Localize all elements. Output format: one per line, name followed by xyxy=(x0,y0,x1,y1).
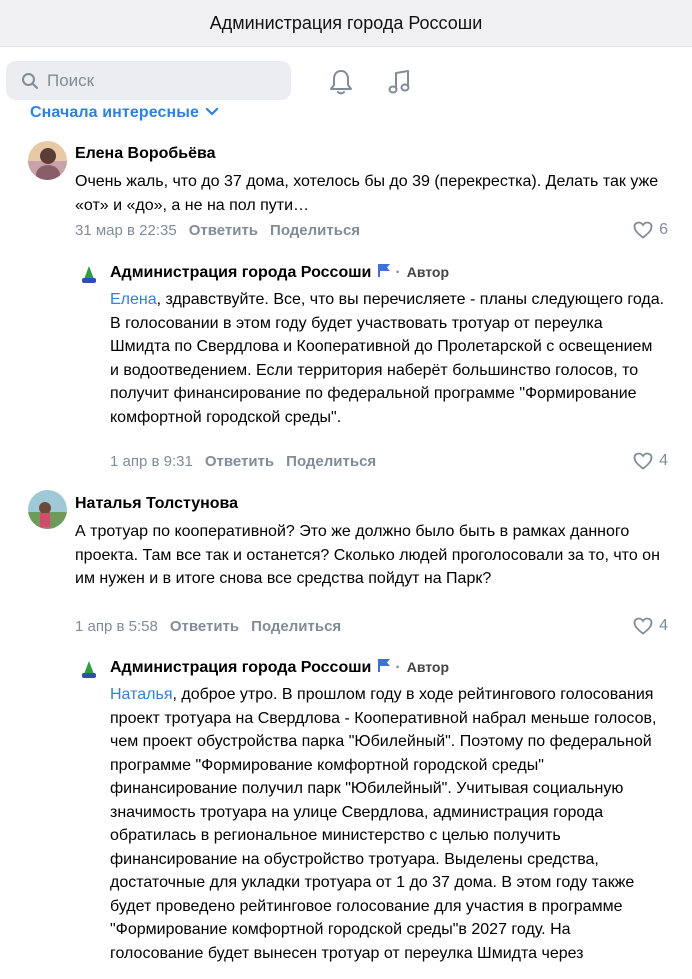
comment-author[interactable]: Наталья Толстунова xyxy=(75,495,239,512)
heart-icon xyxy=(633,617,653,635)
like-button[interactable] xyxy=(633,221,668,239)
like-count: 6 xyxy=(659,221,668,238)
comment-meta xyxy=(75,222,360,239)
search-icon xyxy=(21,72,39,90)
author-badge: Автор xyxy=(406,659,450,676)
comment-author xyxy=(110,263,449,283)
separator-dot: · xyxy=(395,659,401,677)
search-input[interactable] xyxy=(47,71,267,91)
heart-icon xyxy=(633,221,653,239)
comment-time[interactable]: 1 апр в 5:58 xyxy=(75,618,158,635)
avatar[interactable] xyxy=(78,658,100,680)
comment-body: , доброе утро. В прошлом году в ходе рейтингового голосования проект тротуара на Свердлова - Кооперативной набрал меньше голосов, чем проект обустройства парка "Юбилейный". Поэтому по федеральной программе "Формирование комфортной городской среды" финансирование получил парк "Юбилейный". Учитывая социальную значимость тротуара на улице Свердлова, администрация города обратилась в региональное министерство с целью получить финансирование на обустройство тротуара. Выделены средства, достаточные для укладки тротуара от 1 до 37 дома. В этом году также будет проведено рейтинговое голосование для участия в программе "Формирование комфортной городской среды"в 2027 году. На голосование будет вынесен тротуар от переулка Шмидта через xyxy=(110,686,657,962)
like-button[interactable] xyxy=(633,617,668,635)
search-box[interactable] xyxy=(6,61,291,100)
comment xyxy=(0,490,692,650)
music-note-icon[interactable] xyxy=(387,68,413,96)
like-count: 4 xyxy=(659,617,668,634)
mention-link[interactable]: Елена xyxy=(110,291,157,308)
author-name[interactable]: Администрация города Россоши xyxy=(110,659,372,677)
comment-author xyxy=(110,658,449,678)
like-button[interactable] xyxy=(633,452,668,470)
avatar[interactable] xyxy=(78,263,100,285)
sort-dropdown[interactable] xyxy=(30,99,219,127)
author-badge: Автор xyxy=(406,264,450,281)
comment-time[interactable]: 31 мар в 22:35 xyxy=(75,222,177,239)
comment-reply xyxy=(0,653,692,979)
chevron-down-icon xyxy=(205,104,219,122)
comment-author[interactable]: Елена Воробьёва xyxy=(75,145,216,162)
comment-meta xyxy=(110,453,376,470)
comment-text: Очень жаль, что до 37 дома, хотелось бы до 39 (перекрестка). Делать так уже «от» и «до», а не на пол пути… xyxy=(75,173,659,214)
reply-button[interactable]: Ответить xyxy=(204,453,275,470)
reply-button[interactable]: Ответить xyxy=(169,618,240,635)
comment-meta xyxy=(75,618,341,635)
comment xyxy=(0,140,692,250)
comment-text: А тротуар по кооперативной? Это же должно было быть в рамках данного проекта. Там все так и останется? Сколько людей проголосовали за то, что он им нужен и в итоге снова все средства пойдут на Парк? xyxy=(75,523,660,587)
sort-label: Сначала интересные xyxy=(30,104,200,121)
comment-text xyxy=(110,288,665,429)
avatar[interactable] xyxy=(28,141,67,180)
comment-reply xyxy=(0,258,692,478)
comment-body: , здравствуйте. Все, что вы перечисляете - планы следующего года. В голосовании в этом году будет участвовать тротуар от переулка Шмидта по Свердлова и Кооперативной до Пролетарской с освещением и водоотведением. Если территория наберёт большинство голосов, то получит финансирование по федеральной программе "Формирование комфортной городской среды". xyxy=(110,291,665,426)
flag-icon xyxy=(377,263,391,283)
comment-time[interactable]: 1 апр в 9:31 xyxy=(110,453,193,470)
bell-icon[interactable] xyxy=(328,68,354,96)
mention-link[interactable]: Наталья xyxy=(110,686,173,703)
like-count: 4 xyxy=(659,452,668,469)
window-title: Администрация города Россоши xyxy=(0,0,692,47)
avatar[interactable] xyxy=(28,490,67,529)
comment-text xyxy=(110,683,668,965)
share-button[interactable]: Поделиться xyxy=(286,453,377,470)
heart-icon xyxy=(633,452,653,470)
author-name[interactable]: Администрация города Россоши xyxy=(110,264,372,282)
flag-icon xyxy=(377,658,391,678)
share-button[interactable]: Поделиться xyxy=(251,618,342,635)
share-button[interactable]: Поделиться xyxy=(270,222,361,239)
separator-dot: · xyxy=(395,264,401,282)
reply-button[interactable]: Ответить xyxy=(188,222,259,239)
